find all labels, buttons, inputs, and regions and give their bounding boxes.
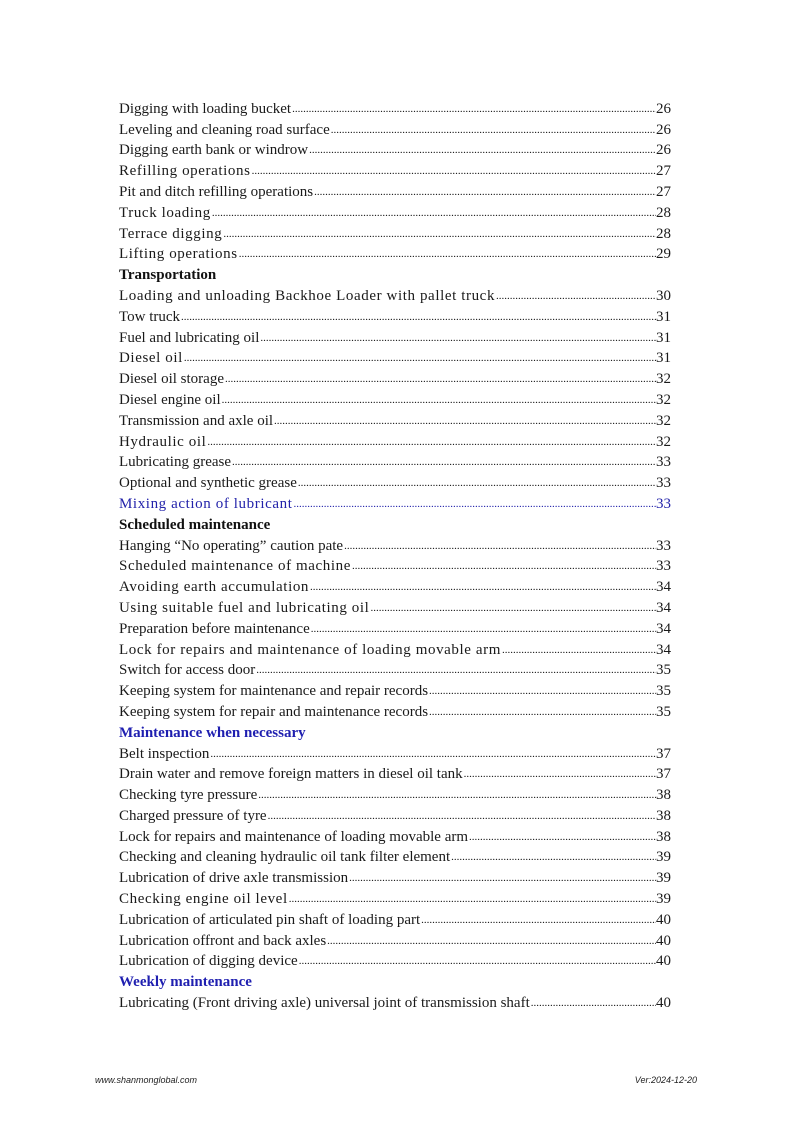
toc-page-number: 29 [656,246,671,263]
toc-dot-leader [501,645,656,656]
toc-dot-leader [343,541,656,552]
toc-entry [119,782,671,803]
toc-entry-title: Checking and cleaning hydraulic oil tank filter element [119,849,451,866]
toc-entry-title: Lock for repairs and maintenance of loading movable arm [119,828,469,845]
toc-dot-leader [326,936,656,947]
toc-entry [119,283,671,304]
toc-dot-leader [348,873,656,884]
toc-entry [119,387,671,408]
toc-entry [119,678,671,699]
toc-dot-leader [291,104,656,115]
toc-page-number: 40 [656,995,671,1012]
toc-entry-title: Switch for access door [119,662,256,679]
toc-dot-leader [369,603,656,614]
toc-dot-leader [238,249,656,260]
toc-entry [119,845,671,866]
toc-entry-title: Lock for repairs and maintenance of loading movable arm [119,641,502,658]
toc-entry-title: Fuel and lubricating oil [119,329,260,346]
toc-entry-title: Belt inspection [119,745,210,762]
toc-page-number: 38 [656,807,671,824]
toc-dot-leader [310,624,656,635]
toc-entry [119,554,671,575]
toc-page-number: 39 [656,891,671,908]
toc-page-number: 30 [656,287,671,304]
toc-dot-leader [428,686,656,697]
toc-page-number: 32 [656,371,671,388]
toc-entry [119,221,671,242]
toc-entry-title: Lubrication offront and back axles [119,932,327,949]
toc-entry-title: Lubrication of articulated pin shaft of loading part [119,911,421,928]
toc-dot-leader [206,437,656,448]
toc-page-number: 31 [656,329,671,346]
toc-entry [119,138,671,159]
toc-entry-title: Hanging “No operating” caution pate [119,537,344,554]
toc-page-number: 32 [656,433,671,450]
toc-dot-leader [221,395,656,406]
toc-page-number: 40 [656,932,671,949]
toc-entry [119,366,671,387]
toc-dot-leader [292,499,656,510]
toc-entry-title: Truck loading [119,204,211,221]
toc-dot-leader [428,707,656,718]
toc-entry [119,637,671,658]
toc-dot-leader [351,561,656,572]
toc-page-number: 31 [656,350,671,367]
toc-page-number: 33 [656,495,671,512]
toc-page-number: 35 [656,703,671,720]
toc-dot-leader [463,769,656,780]
footer-version: Ver:2024-12-20 [634,1075,697,1085]
toc-entry-title: Lubricating grease [119,454,232,471]
toc-entry-title: Lubrication of drive axle transmission [119,870,349,887]
toc-dot-leader [495,291,656,302]
toc-entry-title: Using suitable fuel and lubricating oil [119,599,370,616]
toc-section-heading: Transportation [119,267,217,284]
toc-dot-leader [298,956,656,967]
toc-page-number: 26 [656,142,671,159]
toc-entry-title: Refilling operations [119,163,251,180]
toc-entry [119,865,671,886]
toc-page-number: 33 [656,454,671,471]
toc-entry-title: Charged pressure of tyre [119,807,267,824]
toc-entry [119,616,671,637]
toc-page-number: 34 [656,579,671,596]
toc-page-number: 26 [656,121,671,138]
toc-entry [119,990,671,1011]
toc-page-number: 28 [656,225,671,242]
toc-dot-leader [183,353,656,364]
toc-entry-title: Lubricating (Front driving axle) universal joint of transmission shaft [119,995,530,1012]
toc-page-number: 35 [656,662,671,679]
toc-entry-title: Checking tyre pressure [119,787,258,804]
toc-section-heading: Scheduled maintenance [119,516,271,533]
toc-entry-title: Hydraulic oil [119,433,207,450]
toc-entry-title: Mixing action of lubricant [119,495,293,512]
toc-dot-leader [209,749,656,760]
toc-dot-leader [224,374,656,385]
toc-dot-leader [530,998,656,1009]
toc-entry-title: Diesel engine oil [119,391,221,408]
toc-dot-leader [450,852,656,863]
toc-dot-leader [257,790,656,801]
toc-page-number: 28 [656,204,671,221]
toc-dot-leader [222,229,656,240]
toc-page-number: 27 [656,163,671,180]
toc-entry-title: Diesel oil [119,350,183,367]
toc-dot-leader [313,187,656,198]
toc-entry [119,450,671,471]
toc-entry-title: Optional and synthetic grease [119,475,297,492]
toc-page-number: 34 [656,599,671,616]
toc-entry [119,803,671,824]
toc-entry [119,304,671,325]
toc-dot-leader [288,894,656,905]
toc-dot-leader [273,416,656,427]
toc-entry [119,429,671,450]
toc-entry [119,907,671,928]
toc-section-heading: Maintenance when necessary [119,724,306,741]
toc-entry [119,242,671,263]
toc-page-number: 37 [656,745,671,762]
toc-page-number: 26 [656,100,671,117]
footer-website: www.shanmonglobal.com [95,1075,198,1085]
toc-page-number: 27 [656,183,671,200]
toc-entry [119,762,671,783]
toc-entry [119,886,671,907]
toc-entry-title: Drain water and remove foreign matters in diesel oil tank [119,766,463,783]
toc-entry [119,408,671,429]
toc-page-number: 40 [656,953,671,970]
toc-dot-leader [231,457,656,468]
toc-entry-title: Lubrication of digging device [119,953,298,970]
toc-entry-title: Leveling and cleaning road surface [119,121,330,138]
toc-dot-leader [468,832,656,843]
toc-page-number: 38 [656,787,671,804]
toc-dot-leader [211,208,656,219]
toc-dot-leader [255,665,656,676]
toc-entry [119,200,671,221]
toc-page-number: 34 [656,641,671,658]
toc-dot-leader [267,811,656,822]
toc-page-number: 33 [656,537,671,554]
toc-entry-title: Diesel oil storage [119,371,224,388]
toc-page-number: 39 [656,870,671,887]
toc-entry-title: Checking engine oil level [119,891,288,908]
toc-dot-leader [251,166,656,177]
toc-entry [119,928,671,949]
toc-entry [119,470,671,491]
toc-entry-title: Tow truck [119,308,181,325]
toc-page-number: 32 [656,412,671,429]
toc-entry [119,574,671,595]
toc-entry [119,325,671,346]
toc-entry [119,117,671,138]
toc-dot-leader [309,582,656,593]
toc-entry [119,949,671,970]
toc-entry-title: Loading and unloading Backhoe Loader with pallet truck [119,287,496,304]
toc-dot-leader [420,915,656,926]
toc-page-number: 34 [656,620,671,637]
toc-entry [119,699,671,720]
toc-entry [119,595,671,616]
toc-entry [119,741,671,762]
toc-page-number: 33 [656,558,671,575]
toc-entry-title: Digging with loading bucket [119,100,292,117]
toc-entry-title: Keeping system for repair and maintenance records [119,703,429,720]
toc-entry-title: Digging earth bank or windrow [119,142,309,159]
toc-page-number: 35 [656,683,671,700]
table-of-contents [119,96,671,1011]
toc-section-heading: Weekly maintenance [119,974,252,991]
toc-page-number: 39 [656,849,671,866]
toc-entry-title: Preparation before maintenance [119,620,310,637]
toc-entry [119,96,671,117]
toc-page-number: 40 [656,911,671,928]
toc-dot-leader [297,478,656,489]
toc-entry [119,346,671,367]
toc-entry [119,658,671,679]
toc-entry-title: Keeping system for maintenance and repair records [119,683,429,700]
toc-entry [119,533,671,554]
toc-page-number: 33 [656,475,671,492]
toc-entry [119,491,671,512]
toc-dot-leader [308,145,656,156]
toc-dot-leader [180,312,656,323]
toc-entry-title: Terrace digging [119,225,223,242]
toc-entry-title: Pit and ditch refilling operations [119,183,314,200]
toc-page-number: 32 [656,391,671,408]
toc-entry-title: Transmission and axle oil [119,412,274,429]
toc-entry [119,179,671,200]
toc-entry-title: Avoiding earth accumulation [119,579,310,596]
toc-entry [119,824,671,845]
toc-entry-title: Scheduled maintenance of machine [119,558,352,575]
toc-dot-leader [330,125,656,136]
toc-page-number: 31 [656,308,671,325]
toc-entry-title: Lifting operations [119,246,238,263]
toc-page-number: 38 [656,828,671,845]
toc-page-number: 37 [656,766,671,783]
toc-entry [119,158,671,179]
toc-dot-leader [259,333,656,344]
